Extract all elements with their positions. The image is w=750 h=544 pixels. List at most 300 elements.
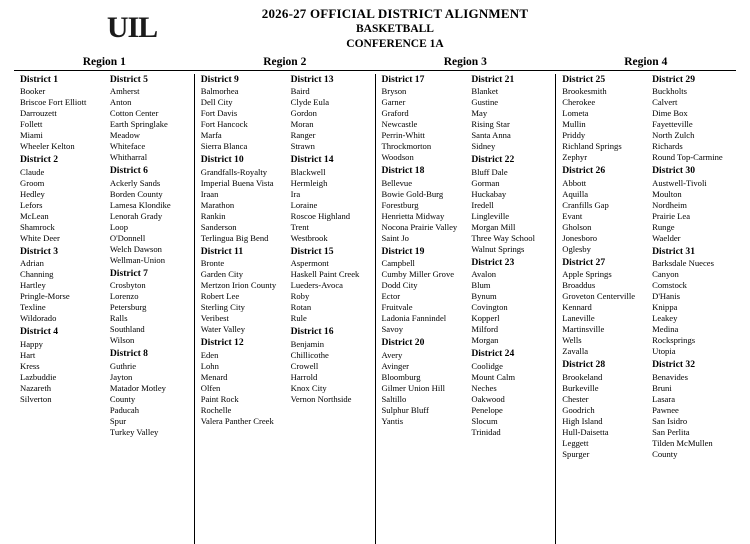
school-name: Lasara	[652, 393, 676, 404]
school-name: Claude	[20, 166, 45, 177]
school-name: Bloomburg	[381, 371, 421, 382]
school-name: Prairie Lea	[652, 210, 691, 221]
school-name: Sidney	[471, 141, 496, 152]
school-name: Gholson	[562, 221, 592, 232]
school-name: Knippa	[652, 302, 678, 313]
school-name: Yantis	[381, 415, 404, 426]
school-name: Martinsville	[562, 324, 605, 335]
alignment-column	[375, 74, 466, 544]
school-name: Eden	[200, 349, 219, 360]
school-name: Guthrie	[109, 360, 137, 371]
school-name: Rankin	[200, 210, 226, 221]
school-name: May	[471, 108, 488, 119]
sport-subtitle: BASKETBALL	[356, 23, 434, 36]
school-name: Water Valley	[200, 324, 245, 335]
school-name: Burkeville	[562, 382, 599, 393]
school-name: Booker	[20, 86, 46, 97]
district-block	[291, 246, 371, 324]
school-name: Chester	[562, 393, 589, 404]
district-heading: District 20	[381, 337, 425, 349]
school-name: Trinidad	[471, 426, 501, 437]
school-name: Briscoe Fort Elliott	[20, 97, 87, 108]
school-name: Iraan	[200, 188, 219, 199]
school-name: Roby	[290, 291, 310, 302]
school-name: White Deer	[20, 232, 60, 243]
school-name: Lamesa Klondike	[109, 199, 171, 210]
school-name: Channing	[20, 269, 54, 280]
region-header-row	[14, 56, 736, 71]
district-block	[20, 74, 100, 152]
school-name: Kennard	[562, 302, 592, 313]
alignment-column	[465, 74, 555, 544]
school-name: Priddy	[562, 130, 586, 141]
school-name: Olfen	[200, 382, 221, 393]
school-name: Pringle-Morse	[20, 291, 70, 302]
school-name: Vernon Northside	[290, 393, 352, 404]
district-block	[652, 359, 732, 460]
district-heading: District 11	[200, 245, 244, 257]
school-name: Wells	[562, 335, 582, 346]
school-name: Valera Panther Creek	[200, 415, 274, 426]
district-block	[382, 74, 462, 163]
district-block	[652, 74, 732, 163]
school-name: Gustine	[471, 97, 499, 108]
school-name: Wheeler Kelton	[20, 141, 75, 152]
school-name: Evant	[562, 210, 583, 221]
school-name: Sterling City	[200, 302, 245, 313]
school-name: Medina	[652, 324, 679, 335]
school-name: Aspermont	[290, 258, 329, 269]
school-name: Bynum	[471, 291, 497, 302]
school-name: Kopperl	[471, 313, 500, 324]
school-name: Lohn	[200, 360, 219, 371]
school-name: Whiteface	[109, 141, 146, 152]
district-heading: District 19	[381, 245, 425, 257]
school-name: Shamrock	[20, 221, 55, 232]
school-name: Rocksprings	[652, 335, 696, 346]
school-name: Newcastle	[381, 119, 418, 130]
district-block	[110, 165, 190, 266]
school-name: Baird	[290, 86, 310, 97]
school-name: Campbell	[381, 258, 415, 269]
school-name: Crosbyton	[109, 280, 146, 291]
school-name: Lingleville	[471, 210, 510, 221]
district-heading: District 14	[290, 154, 334, 166]
school-name: Sanderson	[200, 221, 237, 232]
school-name: Brookeland	[562, 371, 603, 382]
school-name: Hull-Daisetta	[562, 426, 609, 437]
school-name: Silverton	[20, 393, 52, 404]
school-name: Perrin-Whitt	[381, 130, 425, 141]
school-name: Oglesby	[562, 243, 591, 254]
school-name: Penelope	[471, 404, 503, 415]
school-name: Whitharral	[109, 152, 148, 163]
school-name: Menard	[200, 371, 228, 382]
school-name: Savoy	[381, 324, 403, 335]
school-name: Cherokee	[562, 97, 596, 108]
school-name: Mullin	[562, 119, 586, 130]
school-name: Earth Springlake	[109, 119, 168, 130]
school-name: Ladonia Fannindel	[381, 313, 447, 324]
district-heading: District 31	[652, 245, 696, 257]
alignment-column	[555, 74, 646, 544]
school-name: Nazareth	[20, 382, 52, 393]
district-block	[382, 246, 462, 335]
school-name: Richards	[652, 141, 683, 152]
school-name: Blanket	[471, 86, 499, 97]
region-header-3: Region 3	[443, 56, 487, 68]
school-name: Happy	[20, 338, 43, 349]
school-name: Barksdale Nueces Canyon	[652, 258, 714, 280]
school-name: Apple Springs	[562, 269, 612, 280]
school-name: Lueders-Avoca	[290, 280, 343, 291]
district-block	[562, 165, 642, 254]
school-name: Austwell-Tivoli	[652, 177, 707, 188]
district-block	[562, 359, 642, 460]
school-name: Zephyr	[562, 152, 588, 163]
school-name: Sierra Blanca	[200, 141, 248, 152]
school-name: Lometa	[562, 108, 589, 119]
school-name: Buckholts	[652, 86, 687, 97]
school-name: Iredell	[471, 199, 494, 210]
alignment-column	[104, 74, 194, 544]
school-name: Paint Rock	[200, 393, 239, 404]
district-heading: District 32	[652, 359, 696, 371]
school-name: Roscoe Highland	[290, 210, 351, 221]
page-title: 2026-27 OFFICIAL DISTRICT ALIGNMENT	[261, 6, 529, 21]
school-name: Imperial Buena Vista	[200, 177, 274, 188]
school-name: Terlingua Big Bend	[200, 232, 269, 243]
school-name: Cumby Miller Grove	[381, 269, 455, 280]
school-name: Garner	[381, 97, 406, 108]
school-name: Ira	[290, 188, 301, 199]
alignment-columns	[14, 74, 736, 544]
school-name: Ector	[381, 291, 401, 302]
school-name: Bluff Dale	[471, 166, 508, 177]
school-name: Hedley	[20, 188, 45, 199]
school-name: Calvert	[652, 97, 678, 108]
school-name: Fort Hancock	[200, 119, 248, 130]
school-name: Matador Motley County	[109, 382, 166, 404]
school-name: Follett	[20, 119, 43, 130]
school-name: McLean	[20, 210, 49, 221]
school-name: Jayton	[109, 371, 133, 382]
school-name: Benavides	[652, 371, 688, 382]
school-name: Round Top-Carmine	[652, 152, 723, 163]
district-block	[20, 326, 100, 404]
school-name: Neches	[471, 382, 497, 393]
school-name: Aquilla	[562, 188, 589, 199]
school-name: Lazbuddie	[20, 371, 57, 382]
school-name: Bryson	[381, 86, 407, 97]
district-heading: District 15	[290, 245, 334, 257]
school-name: Zavalla	[562, 346, 589, 357]
school-name: Miami	[20, 130, 43, 141]
school-name: Anton	[109, 97, 132, 108]
school-name: Crowell	[290, 360, 319, 371]
alignment-column	[194, 74, 285, 544]
district-block	[652, 165, 732, 243]
uil-logo	[106, 8, 158, 48]
district-heading: District 25	[562, 74, 606, 85]
conference-subtitle: CONFERENCE 1A	[346, 37, 444, 50]
school-name: Chillicothe	[290, 349, 329, 360]
uil-logo-text: UIL	[106, 11, 158, 44]
district-heading: District 27	[562, 256, 606, 268]
school-name: Rotan	[290, 302, 312, 313]
school-name: Mount Calm	[471, 371, 516, 382]
school-name: Cotton Center	[109, 108, 159, 119]
district-block	[562, 74, 642, 163]
school-name: Avalon	[471, 269, 497, 280]
school-name: Avinger	[381, 360, 410, 371]
district-heading: District 2	[20, 154, 59, 166]
school-name: High Island	[562, 415, 603, 426]
district-heading: District 7	[109, 268, 148, 279]
school-name: Dime Box	[652, 108, 688, 119]
school-name: Bruni	[652, 382, 672, 393]
school-name: Henrietta Midway	[381, 210, 445, 221]
alignment-column	[646, 74, 736, 544]
district-block	[110, 268, 190, 346]
school-name: Grandfalls-Royalty	[200, 166, 268, 177]
school-name: Morgan	[471, 335, 499, 346]
school-name: Cranfills Gap	[562, 199, 609, 210]
school-name: Turkey Valley	[109, 426, 159, 437]
school-name: Rochelle	[200, 404, 232, 415]
school-name: Saint Jo	[381, 232, 409, 243]
school-name: Trent	[290, 221, 309, 232]
school-name: Wildorado	[20, 313, 57, 324]
school-name: Lorenzo	[109, 291, 139, 302]
school-name: Pawnee	[652, 404, 679, 415]
district-block	[201, 246, 281, 335]
school-name: Oakwood	[471, 393, 505, 404]
school-name: Lefors	[20, 199, 43, 210]
district-heading: District 1	[20, 74, 59, 85]
school-name: Gordon	[290, 108, 317, 119]
school-name: Fayetteville	[652, 119, 693, 130]
school-name: Three Way School	[471, 232, 535, 243]
district-heading: District 24	[471, 348, 515, 360]
school-name: Harrold	[290, 371, 318, 382]
school-name: Tilden McMullen County	[652, 437, 713, 459]
school-name: Goodrich	[562, 404, 595, 415]
region-header-2: Region 2	[263, 56, 307, 68]
school-name: San Perlita	[652, 426, 690, 437]
school-name: Santa Anna	[471, 130, 511, 141]
school-name: Brookesmith	[562, 86, 607, 97]
school-name: Marfa	[200, 130, 222, 141]
school-name: Leakey	[652, 313, 678, 324]
district-heading: District 30	[652, 165, 696, 177]
district-block	[20, 154, 100, 243]
district-heading: District 16	[290, 326, 334, 338]
district-heading: District 22	[471, 154, 515, 166]
school-name: O'Donnell	[109, 232, 146, 243]
school-name: Petersburg	[109, 302, 147, 313]
school-name: Moran	[290, 119, 314, 130]
district-heading: District 4	[20, 326, 59, 338]
district-heading: District 12	[200, 337, 244, 349]
school-name: Laneville	[562, 313, 595, 324]
school-name: Moulton	[652, 188, 682, 199]
school-name: Balmorhea	[200, 86, 239, 97]
school-name: Fruitvale	[381, 302, 413, 313]
school-name: Morgan Mill	[471, 221, 516, 232]
school-name: Hartley	[20, 280, 46, 291]
school-name: Strawn	[290, 141, 315, 152]
school-name: Borden County	[109, 188, 163, 199]
school-name: Spur	[109, 415, 127, 426]
district-heading: District 17	[381, 74, 425, 85]
school-name: Graford	[381, 108, 409, 119]
district-block	[382, 165, 462, 243]
district-block	[382, 337, 462, 426]
school-name: Marathon	[200, 199, 235, 210]
school-name: Jonesboro	[562, 232, 598, 243]
school-name: Darrouzett	[20, 108, 57, 119]
district-heading: District 26	[562, 165, 606, 177]
school-name: Loraine	[290, 199, 318, 210]
school-name: D'Hanis	[652, 291, 680, 302]
district-block	[291, 154, 371, 243]
school-name: Sulphur Bluff	[381, 404, 429, 415]
school-name: Slocum	[471, 415, 498, 426]
school-name: Waelder	[652, 232, 681, 243]
district-heading: District 10	[200, 154, 244, 166]
school-name: Dodd City	[381, 280, 418, 291]
school-name: Comstock	[652, 280, 687, 291]
district-block	[471, 257, 551, 346]
school-name: Meadow	[109, 130, 140, 141]
district-heading: District 9	[200, 74, 239, 85]
district-heading: District 29	[652, 74, 696, 85]
school-name: North Zulch	[652, 130, 695, 141]
school-name: Groom	[20, 177, 45, 188]
district-block	[562, 257, 642, 358]
school-name: Broaddus	[562, 280, 596, 291]
school-name: Rule	[290, 313, 307, 324]
school-name: Nordheim	[652, 199, 687, 210]
school-name: Veribest	[200, 313, 229, 324]
district-block	[20, 246, 100, 324]
district-heading: District 18	[381, 165, 425, 177]
district-heading: District 13	[290, 74, 334, 85]
school-name: Spurger	[562, 448, 590, 459]
school-name: Huckabay	[471, 188, 507, 199]
district-block	[471, 348, 551, 437]
school-name: Rising Star	[471, 119, 510, 130]
school-name: Runge	[652, 221, 675, 232]
district-heading: District 21	[471, 74, 515, 85]
school-name: Leggett	[562, 437, 589, 448]
school-name: Hart	[20, 349, 36, 360]
school-name: Dell City	[200, 97, 233, 108]
district-heading: District 5	[109, 74, 148, 85]
district-block	[291, 74, 371, 152]
school-name: Mertzon Irion County	[200, 280, 277, 291]
district-block	[201, 337, 281, 426]
school-name: Gilmer Union Hill	[381, 382, 445, 393]
district-block	[652, 246, 732, 358]
district-block	[291, 326, 371, 404]
school-name: Bowie Gold-Burg	[381, 188, 444, 199]
school-name: Texline	[20, 302, 46, 313]
document-header	[14, 6, 736, 52]
school-name: Utopia	[652, 346, 676, 357]
district-block	[110, 348, 190, 437]
school-name: Fort Davis	[200, 108, 238, 119]
school-name: Loop	[109, 221, 129, 232]
district-heading: District 28	[562, 359, 606, 371]
school-name: Paducah	[109, 404, 139, 415]
school-name: Lenorah Grady	[109, 210, 163, 221]
region-header-4: Region 4	[624, 56, 668, 68]
school-name: Blackwell	[290, 166, 326, 177]
school-name: Garden City	[200, 269, 243, 280]
school-name: Adrian	[20, 258, 44, 269]
district-heading: District 6	[109, 165, 148, 177]
school-name: Ackerly Sands	[109, 177, 161, 188]
school-name: Haskell Paint Creek	[290, 269, 360, 280]
school-name: Throckmorton	[381, 141, 432, 152]
school-name: Walnut Springs	[471, 243, 525, 254]
school-name: Woodson	[381, 152, 414, 163]
school-name: Covington	[471, 302, 508, 313]
school-name: Wilson	[109, 335, 135, 346]
school-name: Milford	[471, 324, 499, 335]
district-block	[471, 74, 551, 152]
school-name: Blum	[471, 280, 491, 291]
district-block	[201, 154, 281, 243]
alignment-column	[285, 74, 375, 544]
school-name: Clyde Eula	[290, 97, 330, 108]
school-name: Wellman-Union	[109, 254, 166, 265]
school-name: Westbrook	[290, 232, 328, 243]
school-name: Kress	[20, 360, 40, 371]
school-name: Hermleigh	[290, 177, 328, 188]
school-name: Forestburg	[381, 199, 419, 210]
district-block	[471, 154, 551, 255]
region-header-1: Region 1	[82, 56, 126, 68]
school-name: Richland Springs	[562, 141, 622, 152]
school-name: Avery	[381, 349, 403, 360]
district-heading: District 8	[109, 348, 148, 360]
district-block	[201, 74, 281, 152]
district-heading: District 23	[471, 256, 515, 268]
school-name: Bellevue	[381, 177, 413, 188]
school-name: Abbott	[562, 177, 587, 188]
school-name: Ranger	[290, 130, 316, 141]
alignment-column	[14, 74, 104, 544]
school-name: Ralls	[109, 313, 128, 324]
school-name: Robert Lee	[200, 291, 240, 302]
school-name: Bronte	[200, 258, 225, 269]
district-heading: District 3	[20, 245, 59, 257]
school-name: Southland	[109, 324, 145, 335]
school-name: San Isidro	[652, 415, 688, 426]
school-name: Saltillo	[381, 393, 407, 404]
school-name: Benjamin	[290, 338, 325, 349]
school-name: Groveton Centerville	[562, 291, 636, 302]
school-name: Welch Dawson	[109, 243, 162, 254]
school-name: Gorman	[471, 177, 500, 188]
school-name: Knox City	[290, 382, 327, 393]
school-name: Nocona Prairie Valley	[381, 221, 458, 232]
district-block	[110, 74, 190, 163]
school-name: Amherst	[109, 86, 140, 97]
